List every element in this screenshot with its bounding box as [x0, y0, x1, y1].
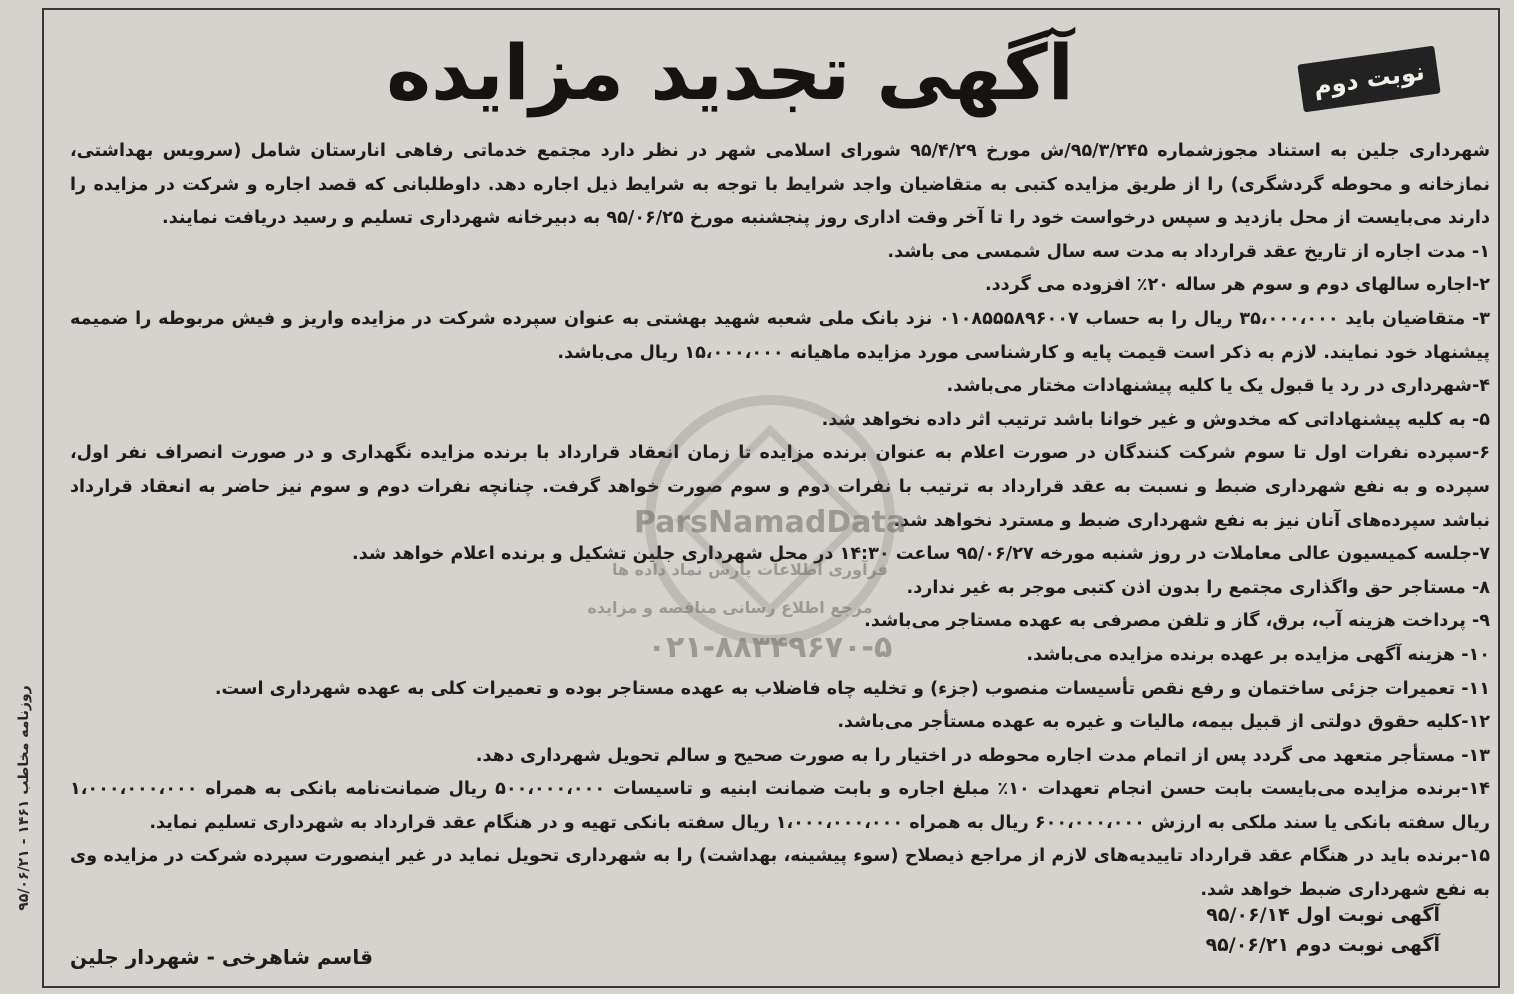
condition-item: ۷-جلسه کمیسیون عالی معاملات در روز شنبه مورخه ۹۵/۰۶/۲۷ ساعت ۱۴:۳۰ در محل شهرداری جلین تشکیل و برنده اعلام خواهد شد. [352, 544, 1490, 565]
condition-item: ۸- مستاجر حق واگذاری مجتمع را بدون اذن کتبی موجر به غیر ندارد. [906, 577, 1490, 598]
signature: قاسم شاهرخی - شهردار جلین [70, 945, 373, 969]
condition-item: ۳- متقاضیان باید ۳۵،۰۰۰،۰۰۰ ریال را به حساب ۰۱۰۸۵۵۵۸۹۶۰۰۷ نزد بانک ملی شعبه شهید بهشتی به عنوان سپرده شرکت در مزایده واریز و فیش مربوطه را ضمیمه پیشنهاد خود نمایند. لازم به ذکر است قیمت پایه و کارشناسی مورد مزایده ماهیانه ۱۵،۰۰۰،۰۰۰ ریال می‌باشد. [70, 308, 1490, 363]
condition-item: ۱۵-برنده باید در هنگام عقد قرارداد تاییدیه‌های لازم از مراجع ذیصلاح (سوء پیشینه، بهداشت) را به شهرداری تحویل نماید در غیر اینصورت سپرده شرکت در مزایده وی به نفع شهرداری ضبط خواهد شد. [70, 846, 1490, 901]
watermark-phone: ۰۲۱-۸۸۳۴۹۶۷۰-۵ [647, 630, 893, 665]
side-publication-note: روزنامه مخاطب ۱۴۶۱ - ۹۵/۰۶/۲۱ [16, 685, 32, 911]
round-badge: نوبت دوم [1297, 46, 1440, 113]
ad-body [70, 135, 1490, 908]
publication-dates [1100, 900, 1440, 960]
condition-item: ۱- مدت اجاره از تاریخ عقد قرارداد به مدت سه سال شمسی می باشد. [887, 241, 1490, 262]
watermark-caption: فرآوری اطلاعات پارس نماد داده ها [611, 560, 888, 579]
first-round-date: آگهی نوبت اول ۹۵/۰۶/۱۴ [1206, 904, 1440, 926]
intro-lead: شهرداری جلین [1356, 141, 1490, 161]
condition-item: ۹- پرداخت هزینه آب، برق، گاز و تلفن مصرفی به عهده مستاجر می‌باشد. [864, 611, 1490, 632]
condition-item: ۶-سپرده نفرات اول تا سوم شرکت کنندگان در صورت اعلام به عنوان برنده مزایده تا زمان انعقاد قرارداد با برنده مزایده نگهداری و در صورت انصراف نفر اول، سپرده و به نفع شهرداری ضبط و نسبت به عقد قرارداد به ترتیب با نفرات دوم و سوم صورت خواهد گرفت. چنانچه نفرات دوم و سوم نیز حاضر به انعقاد قرارداد نباشد سپرده‌های آنان نیز به نفع شهرداری ضبط و مسترد نخواهد شد. [70, 443, 1490, 531]
condition-item: ۱۴-برنده مزایده می‌بایست بابت حسن انجام تعهدات ۱۰٪ مبلغ اجاره و بابت ضمانت ابنیه و تاسیسات ۵۰۰،۰۰۰،۰۰۰ ریال ضمانت‌نامه بانکی به همراه ۱،۰۰۰،۰۰۰،۰۰۰ ریال سفته بانکی یا سند ملکی به ارزش ۶۰۰،۰۰۰،۰۰۰ ریال به همراه ۱،۰۰۰،۰۰۰،۰۰۰ ریال سفته بانکی تهیه و در هنگام عقد قرارداد به شهرداری تسلیم نماید. [70, 779, 1491, 833]
watermark-brand: ParsNamadData [633, 505, 907, 540]
condition-item: ۲-اجاره سالهای دوم و سوم هر ساله ۲۰٪ افزوده می گردد. [984, 275, 1490, 296]
condition-item: ۱۰- هزینه آگهی مزایده بر عهده برنده مزایده می‌باشد. [1026, 644, 1490, 665]
intro-text: به استناد مجوزشماره ۹۵/۳/۲۴۵/ش مورخ ۹۵/۴/۲۹ شورای اسلامی شهر در نظر دارد مجتمع خدماتی رفاهی انارستان شامل (سرویس بهداشتی، نمازخانه و محوطه گردشگری) را از طریق مزایده کتبی به متقاضیان واجد شرایط با توجه به شرایط ذیل اجاره دهد. داوطلبانی که قصد اجاره و شرکت در مزایده را دارند می‌بایست از محل بازدید و سپس درخواست خود را تا آخر وقت اداری روز پنجشنبه مورخ ۹۵/۰۶/۲۵ به دبیرخانه شهرداری تسلیم و رسید دریافت نمایند. [70, 141, 1490, 229]
watermark-subcaption: مرجع اطلاع رسانی مناقصه و مزایده [587, 598, 873, 617]
condition-item: ۱۲-کلیه حقوق دولتی از قبیل بیمه، مالیات و غیره به عهده مستأجر می‌باشد. [837, 712, 1490, 733]
condition-item: ۵- به کلیه پیشنهاداتی که مخدوش و غیر خوانا باشد ترتیب اثر داده نخواهد شد. [821, 409, 1490, 430]
side-publication-strip [4, 620, 36, 990]
condition-item: ۱۳- مستأجر متعهد می گردد پس از اتمام مدت اجاره محوطه در اختیار را به صورت صحیح و سالم تحویل شهرداری دهد. [475, 745, 1490, 766]
ad-title: آگهی تجدید مزایده [386, 28, 1074, 117]
condition-item: ۴-شهرداری در رد یا قبول یک یا کلیه پیشنهادات مختار می‌باشد. [946, 376, 1490, 397]
second-round-date: آگهی نوبت دوم ۹۵/۰۶/۲۱ [1205, 934, 1440, 956]
condition-item: ۱۱- تعمیرات جزئی ساختمان و رفع نقص تأسیسات منصوب (جزء) و تخلیه چاه فاضلاب به عهده مستاجر بوده و تعمیرات کلی به عهده شهرداری است. [214, 678, 1490, 699]
intro-paragraph [70, 135, 1490, 236]
